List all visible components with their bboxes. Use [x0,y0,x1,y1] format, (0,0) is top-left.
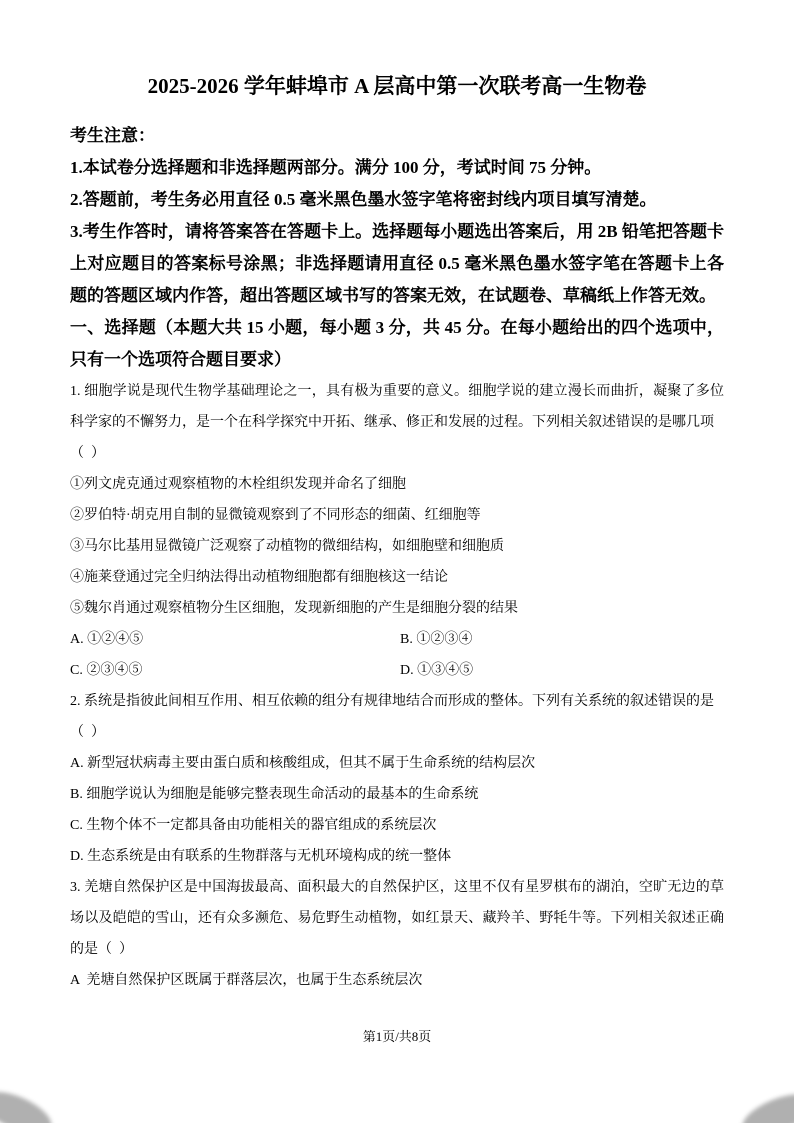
question-2-stem: 2. 系统是指彼此间相互作用、相互依赖的组分有规律地结合而形成的整体。下列有关系统的叙述错误的是 [70,694,714,709]
notice-item-2: 2.答题前，考生务必用直径 0.5 毫米黑色墨水签字笔将密封线内项目填写清楚。 [70,190,657,209]
question-1-option-b: B. ①②③④ [400,632,473,647]
question-1 [70,376,724,686]
question-1-statement-3: ③马尔比基用显微镜广泛观察了动植物的微细结构，如细胞壁和细胞质 [70,539,504,554]
question-2-option-b: B. 细胞学说认为细胞是能够完整表现生命活动的最基本的生命系统 [70,787,479,802]
notice-item-3: 3.考生作答时，请将答案答在答题卡上。选择题每小题选出答案后，用 2B 铅笔把答题卡上对应题目的答案标号涂黑；非选择题请用直径 0.5 毫米黑色墨水签字笔在答题卡上各题的答题区域内作答，超出答题区域书写的答案无效，在试题卷、草稿纸上作答无效。 [70,222,724,305]
questions-section [70,376,724,996]
question-1-statement-1: ①列文虎克通过观察植物的木栓组织发现并命名了细胞 [70,477,406,492]
question-1-option-a: A. ①②④⑤ [70,632,144,647]
question-1-statement-5: ⑤魏尔肖通过观察植物分生区细胞，发现新细胞的产生是细胞分裂的结果 [70,601,518,616]
question-3 [70,872,724,996]
question-2-option-d: D. 生态系统是由有联系的生物群落与无机环境构成的统一整体 [70,849,452,864]
scan-artifact-bottom-right [737,1086,794,1123]
notice-heading: 考生注意： [70,126,155,145]
notice-section [70,120,724,376]
exam-title: 2025-2026 学年蚌埠市 A 层高中第一次联考高一生物卷 [147,74,647,98]
question-1-answer-blank: （ ） [70,446,105,461]
question-1-option-d: D. ①③④⑤ [400,663,474,678]
scan-artifact-bottom-left [0,1083,57,1123]
question-1-statement-2: ②罗伯特·胡克用自制的显微镜观察到了不同形态的细菌、红细胞等 [70,508,481,523]
section-heading: 一、选择题（本题大共 15 小题，每小题 3 分，共 45 分。在每小题给出的四个选项中，只有一个选项符合题目要求） [70,318,724,369]
question-2-option-c: C. 生物个体不一定都具备由功能相关的器官组成的系统层次 [70,818,437,833]
question-3-option-a: A 羌塘自然保护区既属于群落层次，也属于生态系统层次 [70,973,423,988]
question-3-stem: 3. 羌塘自然保护区是中国海拔最高、面积最大的自然保护区，这里不仅有星罗棋布的湖泊，空旷无边的草场以及皑皑的雪山，还有众多濒危、易危野生动植物，如红景天、藏羚羊、野牦牛等。下列相关叙述正确的是（ ） [70,880,724,957]
question-1-option-c: C. ②③④⑤ [70,663,143,678]
question-1-statement-4: ④施莱登通过完全归纳法得出动植物细胞都有细胞核这一结论 [70,570,448,585]
question-1-stem: 1. 细胞学说是现代生物学基础理论之一，具有极为重要的意义。细胞学说的建立漫长而曲折，凝聚了多位科学家的不懈努力，是一个在科学探究中开拓、继承、修正和发展的过程。下列相关叙述错误的是哪几项 [70,384,724,430]
question-1-options [70,624,724,686]
question-2-answer-blank: （ ） [70,725,105,740]
notice-item-1: 1.本试卷分选择题和非选择题两部分。满分 100 分，考试时间 75 分钟。 [70,158,602,177]
page-number: 第1页/共8页 [362,1029,432,1044]
question-2-option-a: A. 新型冠状病毒主要由蛋白质和核酸组成，但其不属于生命系统的结构层次 [70,756,536,771]
question-2 [70,686,724,872]
